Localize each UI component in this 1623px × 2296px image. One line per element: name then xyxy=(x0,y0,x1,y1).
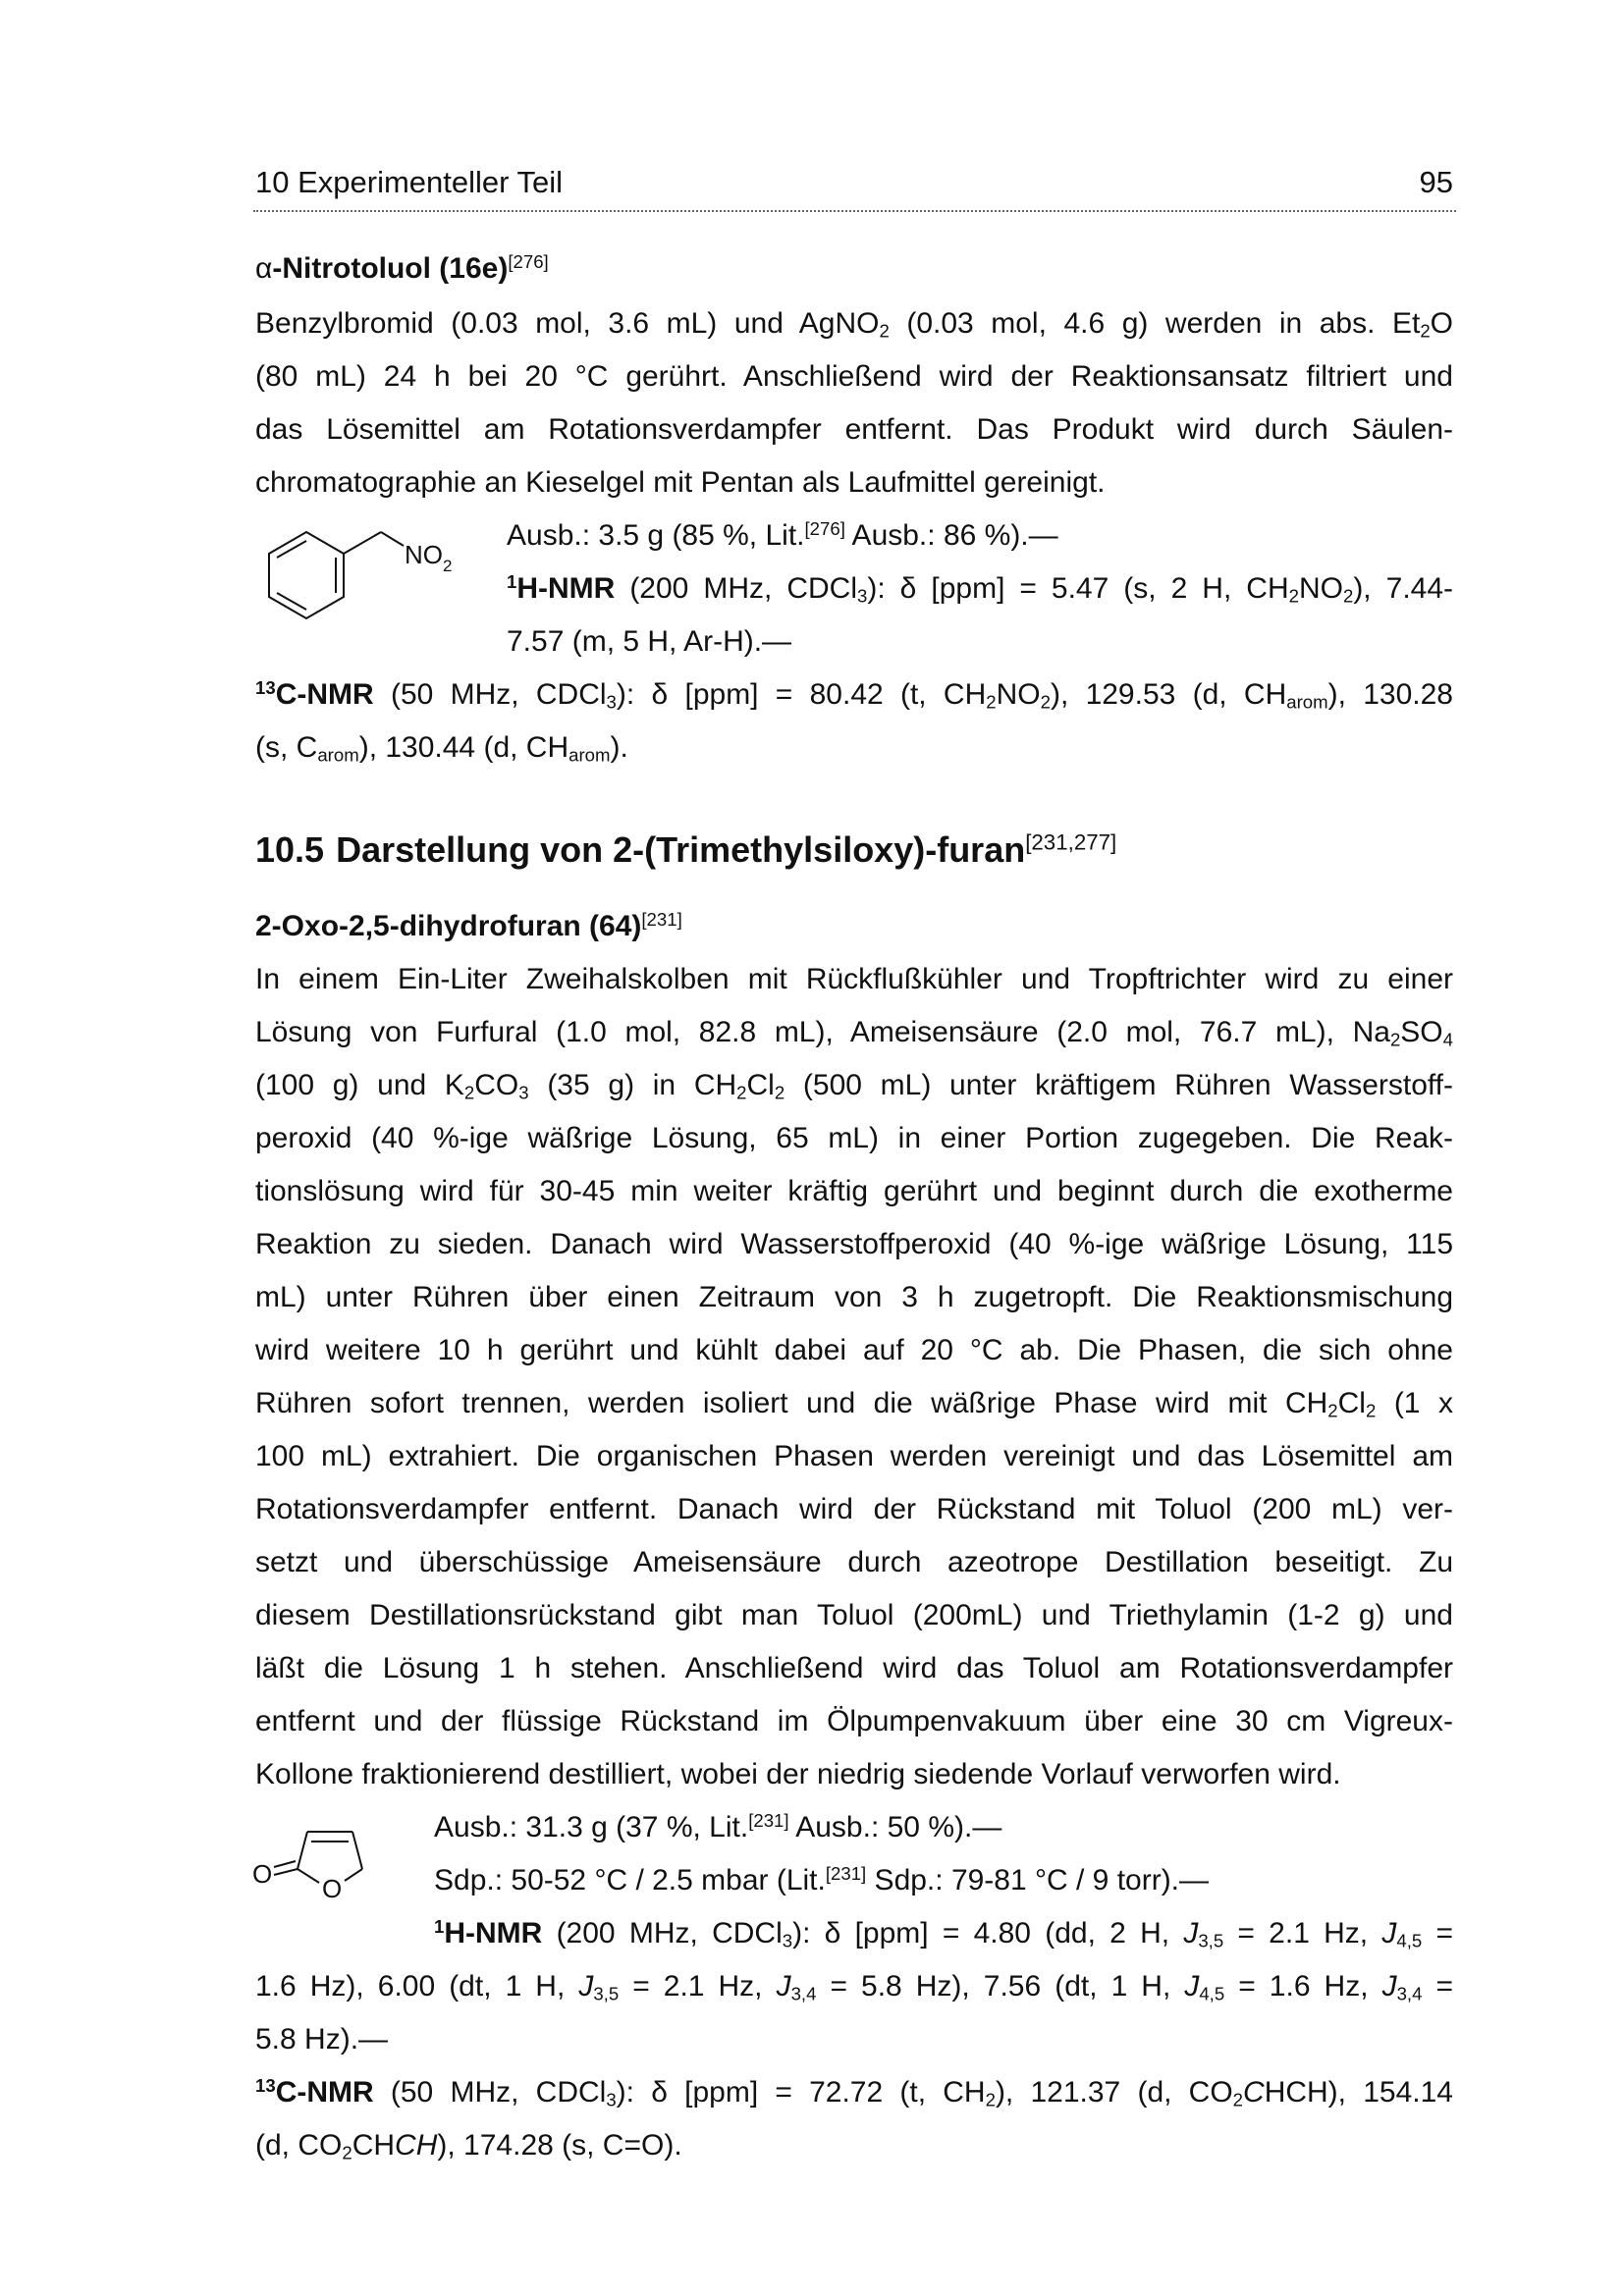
paragraph-line: setzt und überschüssige Ameisensäure durch azeotrope Destillation beseitigt. Zu xyxy=(255,1546,1453,1578)
running-header xyxy=(255,163,1453,202)
nitro-label: $NO_2$ xyxy=(405,540,453,575)
compound-heading: α-Nitrotoluol (16e)[276] xyxy=(255,250,549,285)
paragraph-line: das Lösemittel am Rotationsverdampfer entfernt. Das Produkt wird durch Säulen- xyxy=(255,413,1453,446)
boiling-point-line: Sdp.: 50-52 °C / 2.5 mbar (Lit.[231] Sdp.: 79-81 °C / 9 torr).— xyxy=(434,1862,1210,1896)
h-nmr-line: 1.6 Hz), 6.00 (dt, 1 H, $J_{3,5} = 2.1$ Hz, $J_{3,4} = 5.8$ Hz), 7.56 (dt, 1 H, $J_{4,5} = 1.6$ Hz, $J_{3,4}$ = xyxy=(255,1970,1453,2004)
paragraph-line: tionslösung wird für 30-45 min weiter kräftig gerührt und beginnt durch die exotherme xyxy=(255,1175,1453,1207)
c-nmr-line: (d, $CO_2CHCH$), 174.28 (s, C=O). xyxy=(255,2129,682,2163)
paragraph-line: läßt die Lösung 1 h stehen. Anschließend wird das Toluol am Rotationsverdampfer xyxy=(255,1652,1453,1684)
section-heading: 10.5 Darstellung von 2-(Trimethylsiloxy)-furan[231,277] xyxy=(255,829,1117,870)
paragraph-line: entfernt und der flüssige Rückstand im Ölpumpenvakuum über eine 30 cm Vigreux- xyxy=(255,1705,1453,1737)
c-nmr-line: $^{13}$C-NMR (50 MHz, CDCl$_3$): δ [ppm] = 72.72 (t, $CH_2$), 121.37 (d, $CO_2CHCH$), 154.14 xyxy=(255,2074,1453,2110)
paragraph-line: Lösung von Furfural (1.0 mol, 82.8 mL), Ameisensäure (2.0 mol, 76.7 mL), $Na_2SO_4$ xyxy=(255,1016,1453,1050)
h-nmr-line: 7.57 (m, 5 H, Ar-H).— xyxy=(507,625,792,658)
yield-line: Ausb.: 31.3 g (37 %, Lit.[231] Ausb.: 50 %).— xyxy=(434,1809,1002,1843)
carbonyl-oxygen-label: O xyxy=(252,1859,273,1889)
paragraph-line: wird weitere 10 h gerührt und kühlt dabei auf 20 °C ab. Die Phasen, die sich ohne xyxy=(255,1334,1453,1366)
paragraph-line: peroxid (40 %-ige wäßrige Lösung, 65 mL) in einer Portion zugegeben. Die Reak- xyxy=(255,1122,1453,1154)
compound-heading: 2-Oxo-2,5-dihydrofuran (64)[231] xyxy=(255,908,682,942)
ring-oxygen-label: O xyxy=(322,1874,343,1903)
paragraph-line: mL) unter Rühren über einen Zeitraum von 3 h zugetropft. Die Reaktionsmischung xyxy=(255,1281,1453,1313)
yield-line: Ausb.: 3.5 g (85 %, Lit.[276] Ausb.: 86 %).— xyxy=(507,517,1058,552)
paragraph-line: Rotationsverdampfer entfernt. Danach wird der Rückstand mit Toluol (200 mL) ver- xyxy=(255,1493,1453,1525)
c-nmr-line: (s, $C_{arom}$), 130.44 (d, $CH_{arom}$). xyxy=(255,731,628,766)
paragraph-line: In einem Ein-Liter Zweihalskolben mit Rückflußkühler und Tropftrichter wird zu einer xyxy=(255,963,1453,995)
paragraph-line: chromatographie an Kieselgel mit Pentan als Laufmittel gereinigt. xyxy=(255,466,1106,499)
paragraph-line: Rühren sofort trennen, werden isoliert und die wäßrige Phase wird mit $CH_2Cl_2$ (1 x xyxy=(255,1387,1453,1421)
paragraph-line: Benzylbromid (0.03 mol, 3.6 mL) und AgNO$_2$ (0.03 mol, 4.6 g) werden in abs. $Et_2O$ xyxy=(255,307,1453,342)
header-divider xyxy=(253,210,1456,212)
chapter-title: 10 Experimenteller Teil xyxy=(255,165,564,199)
page-number: 95 xyxy=(1419,165,1453,199)
h-nmr-line: 5.8 Hz).— xyxy=(255,2023,389,2056)
h-nmr-line: $^1$H-NMR (200 MHz, CDCl$_3$): δ [ppm] = 4.80 (dd, 2 H, $J_{3,5} = 2.1$ Hz, $J_{4,5}$ = xyxy=(434,1915,1453,1951)
c-nmr-line: $^{13}$C-NMR (50 MHz, CDCl$_3$): δ [ppm] = 80.42 (t, $CH_2NO_2$), 129.53 (d, $CH_{arom}$), 130.28 xyxy=(255,676,1453,713)
paragraph-line: Reaktion zu sieden. Danach wird Wasserstoffperoxid (40 %-ige wäßrige Lösung, 115 xyxy=(255,1228,1453,1260)
paragraph-line: (80 mL) 24 h bei 20 °C gerührt. Anschließend wird der Reaktionsansatz filtriert und xyxy=(255,360,1453,393)
paragraph-line: Kollone fraktionierend destilliert, wobei der niedrig siedende Vorlauf verworfen wird. xyxy=(255,1758,1341,1790)
paragraph-line: diesem Destillationsrückstand gibt man Toluol (200mL) und Triethylamin (1-2 g) und xyxy=(255,1599,1453,1631)
h-nmr-line: $^1$H-NMR (200 MHz, CDCl$_3$): δ [ppm] = 5.47 (s, 2 H, $CH_2NO_2$), 7.44- xyxy=(507,570,1454,607)
nitrotoluene-structure xyxy=(250,520,476,658)
furanone-structure xyxy=(250,1802,407,1910)
paragraph-line: 100 mL) extrahiert. Die organischen Phasen werden vereinigt und das Lösemittel am xyxy=(255,1440,1453,1472)
paragraph-line: (100 g) und $K_2CO_3$ (35 g) in $CH_2Cl_2$ (500 mL) unter kräftigem Rühren Wasserstoff- xyxy=(255,1069,1454,1103)
